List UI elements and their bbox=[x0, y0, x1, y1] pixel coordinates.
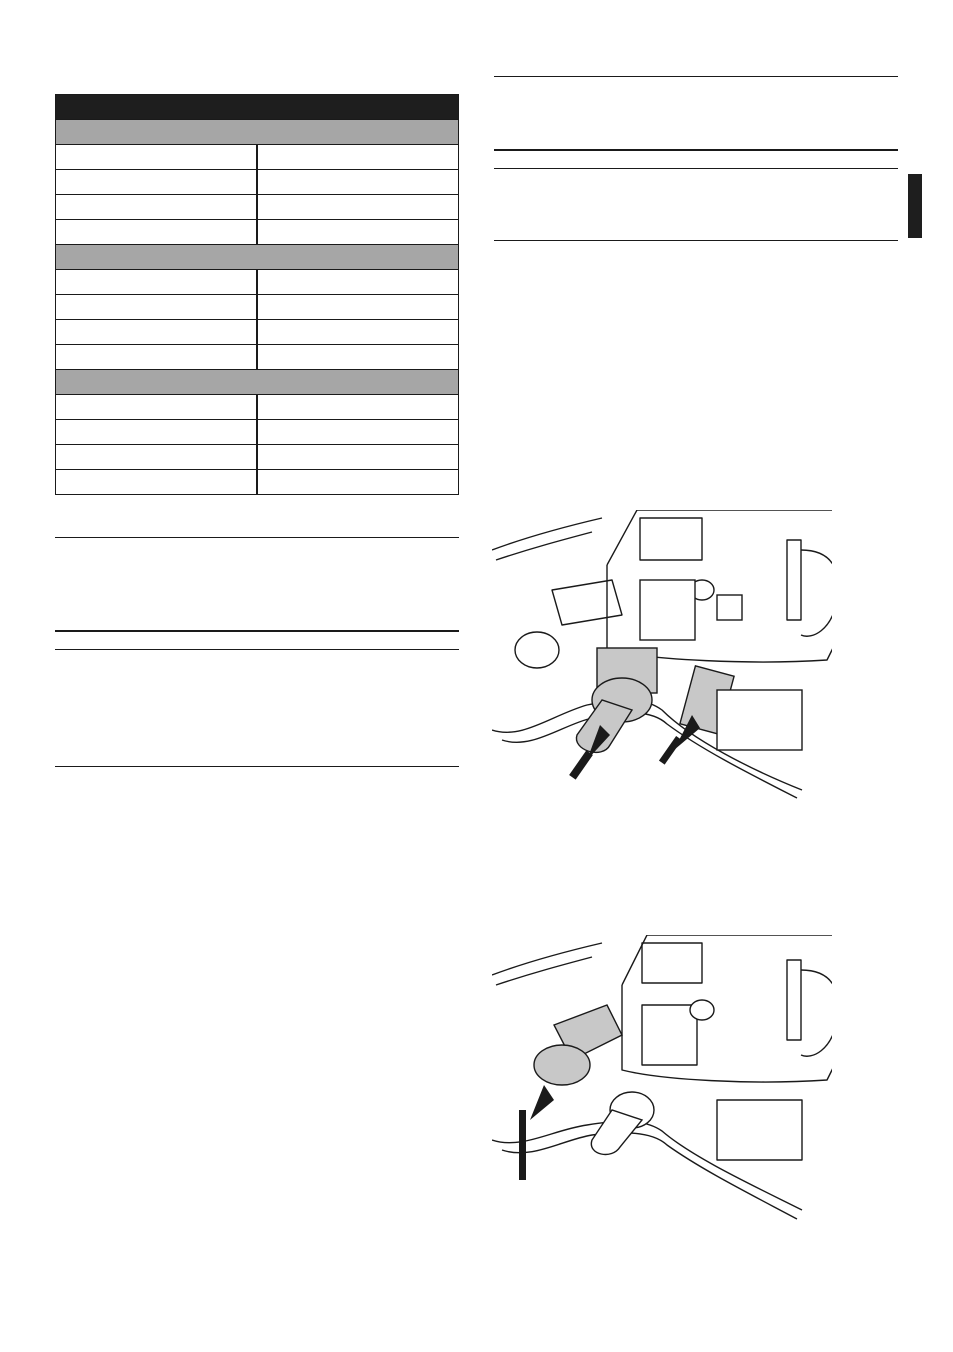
table-section-1 bbox=[56, 120, 458, 145]
table-cell bbox=[56, 295, 256, 319]
table-cell bbox=[256, 220, 458, 244]
connector-insertion-diagram-2 bbox=[492, 935, 832, 1225]
table-cell bbox=[56, 145, 256, 169]
divider bbox=[494, 76, 898, 77]
table-cell bbox=[56, 220, 256, 244]
table-row bbox=[56, 420, 458, 445]
divider bbox=[494, 240, 898, 241]
table-header bbox=[56, 95, 458, 120]
divider bbox=[55, 649, 459, 650]
spec-table bbox=[55, 94, 459, 495]
table-cell bbox=[256, 470, 458, 494]
table-cell bbox=[256, 295, 458, 319]
table-section-2 bbox=[56, 245, 458, 270]
table-cell bbox=[256, 445, 458, 469]
table-row bbox=[56, 470, 458, 494]
connector-insertion-diagram-1 bbox=[492, 510, 832, 800]
table-cell bbox=[56, 445, 256, 469]
divider bbox=[55, 766, 459, 767]
table-row bbox=[56, 395, 458, 420]
divider bbox=[55, 630, 459, 632]
table-row bbox=[56, 445, 458, 470]
table-cell bbox=[256, 145, 458, 169]
table-row bbox=[56, 270, 458, 295]
table-row bbox=[56, 220, 458, 245]
table-cell bbox=[56, 345, 256, 369]
table-cell bbox=[56, 195, 256, 219]
table-cell bbox=[256, 195, 458, 219]
table-cell bbox=[56, 470, 256, 494]
table-cell bbox=[56, 420, 256, 444]
table-cell bbox=[56, 270, 256, 294]
table-section-3 bbox=[56, 370, 458, 395]
table-cell bbox=[256, 345, 458, 369]
chapter-tab bbox=[908, 174, 922, 238]
table-cell bbox=[256, 320, 458, 344]
table-row bbox=[56, 170, 458, 195]
table-cell bbox=[256, 420, 458, 444]
divider bbox=[494, 149, 898, 151]
table-cell bbox=[56, 170, 256, 194]
table-cell bbox=[256, 395, 458, 419]
table-row bbox=[56, 345, 458, 370]
table-row bbox=[56, 295, 458, 320]
table-row bbox=[56, 320, 458, 345]
divider bbox=[55, 537, 459, 538]
table-row bbox=[56, 195, 458, 220]
table-cell bbox=[56, 395, 256, 419]
table-cell bbox=[256, 170, 458, 194]
divider bbox=[494, 168, 898, 169]
table-cell bbox=[56, 320, 256, 344]
table-cell bbox=[256, 270, 458, 294]
table-row bbox=[56, 145, 458, 170]
